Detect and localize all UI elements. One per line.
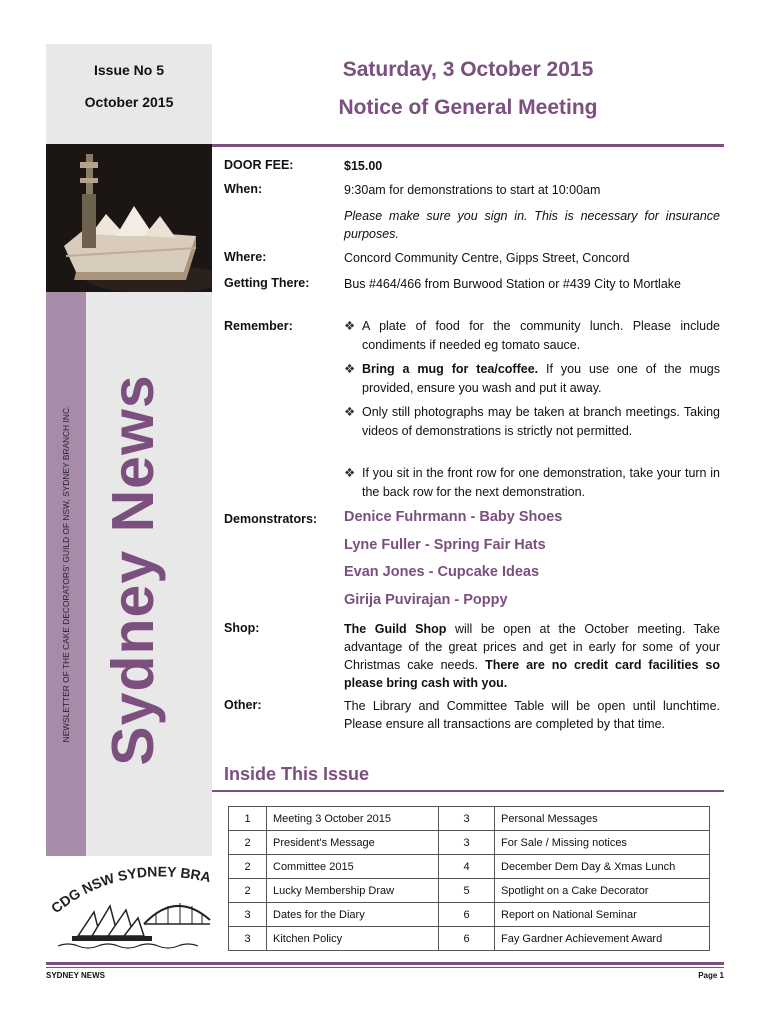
shop-value xyxy=(344,620,720,692)
article-title: December Dem Day & Xmas Lunch xyxy=(495,855,710,879)
table-row xyxy=(229,855,710,879)
where-label: Where: xyxy=(224,250,267,264)
article-title: Kitchen Policy xyxy=(267,927,439,951)
issue-box xyxy=(46,44,212,144)
article-title: President's Message xyxy=(267,831,439,855)
remember-item-food xyxy=(344,317,720,354)
issue-month: October 2015 xyxy=(84,94,174,110)
remember-item-food-text: A plate of food for the community lunch. Please include condiments if needed eg tomato sauce. xyxy=(362,319,720,352)
sign-in-note: Please make sure you sign in. This is necessary for insurance purposes. xyxy=(344,209,720,241)
page-number: 2 xyxy=(229,855,267,879)
remember-item-mug xyxy=(344,360,720,397)
shop-text: will be open at the October meeting. Take advantage of the great prices and get in early for some of your Christmas cake needs. xyxy=(344,622,720,672)
inside-heading: Inside This Issue xyxy=(224,764,370,784)
getting-there-value: Bus #464/466 from Burwood Station or #439 City to Mortlake xyxy=(344,277,681,291)
page-number: 5 xyxy=(439,879,495,903)
remember-item-mug-bold: Bring a mug for tea/coffee. xyxy=(362,362,539,376)
table-row xyxy=(229,807,710,831)
other-value: The Library and Committee Table will be open until lunchtime. Please ensure all transactions are completed by that time. xyxy=(344,699,720,731)
table-row xyxy=(229,831,710,855)
page-number: 2 xyxy=(229,831,267,855)
page-number: 6 xyxy=(439,903,495,927)
footer-divider-thin xyxy=(46,967,724,968)
remember-label: Remember: xyxy=(224,319,293,333)
article-title: Fay Gardner Achievement Award xyxy=(495,927,710,951)
branch-logo xyxy=(48,862,212,950)
remember-item-seating xyxy=(344,464,720,501)
issue-number: Issue No 5 xyxy=(93,62,165,78)
article-title: For Sale / Missing notices xyxy=(495,831,710,855)
getting-there-label: Getting There: xyxy=(224,276,310,290)
when-label: When: xyxy=(224,182,263,196)
demonstrator-item: Evan Jones - Cupcake Ideas xyxy=(344,564,540,580)
where-value: Concord Community Centre, Gipps Street, Concord xyxy=(344,251,630,265)
page-number: 3 xyxy=(229,903,267,927)
diamond-bullet-icon: ❖ xyxy=(344,362,356,376)
table-row xyxy=(229,903,710,927)
table-row xyxy=(229,879,710,903)
cake-photo xyxy=(46,144,212,292)
page-number: 3 xyxy=(439,807,495,831)
page-number: 1 xyxy=(229,807,267,831)
page-number: 6 xyxy=(439,927,495,951)
diamond-bullet-icon: ❖ xyxy=(344,466,356,480)
door-fee-value: $15.00 xyxy=(344,159,383,173)
article-title: Personal Messages xyxy=(495,807,710,831)
footer-title: SYDNEY NEWS xyxy=(46,971,105,980)
diamond-bullet-icon: ❖ xyxy=(344,319,356,333)
page-number: 4 xyxy=(439,855,495,879)
article-title: Report on National Seminar xyxy=(495,903,710,927)
page-number: 2 xyxy=(229,879,267,903)
remember-item-seating-text: If you sit in the front row for one demonstration, take your turn in the back row for the next demonstration. xyxy=(362,466,720,499)
page-number: 3 xyxy=(439,831,495,855)
remember-item-mug-text: If you use one of the mugs provided, ensure you wash and put it away. xyxy=(362,362,720,395)
article-title: Spotlight on a Cake Decorator xyxy=(495,879,710,903)
article-title: Committee 2015 xyxy=(267,855,439,879)
shop-label: Shop: xyxy=(224,621,260,635)
article-title: Dates for the Diary xyxy=(267,903,439,927)
inside-divider xyxy=(212,790,724,792)
demonstrators-label: Demonstrators: xyxy=(224,512,318,526)
remember-item-photos-text: Only still photographs may be taken at branch meetings. Taking videos of demonstrations is strictly not permitted. xyxy=(362,405,720,438)
other-label: Other: xyxy=(224,698,262,712)
door-fee-label: DOOR FEE: xyxy=(224,158,294,172)
diamond-bullet-icon: ❖ xyxy=(344,405,356,419)
newsletter-subtitle: NEWSLETTER OF THE CAKE DECORATORS' GUILD OF NSW, SYDNEY BRANCH INC. xyxy=(61,405,71,743)
demonstrator-item: Girija Puvirajan - Poppy xyxy=(344,592,508,608)
shop-name: The Guild Shop xyxy=(344,622,447,636)
remember-item-photos xyxy=(344,403,720,440)
header-divider xyxy=(212,144,724,147)
table-row xyxy=(229,927,710,951)
article-title: Meeting 3 October 2015 xyxy=(267,807,439,831)
shop-cash-note: There are no credit card facilities so please bring cash with you. xyxy=(344,658,720,690)
logo-text: CDG NSW SYDNEY BRA xyxy=(48,863,212,917)
meeting-date: Saturday, 3 October 2015 xyxy=(342,58,594,81)
page-title: Notice of General Meeting xyxy=(338,96,598,119)
cake-photo-illustration xyxy=(46,144,212,292)
contents-table xyxy=(228,806,710,951)
when-value: 9:30am for demonstrations to start at 10:00am xyxy=(344,183,601,197)
footer-divider xyxy=(46,962,724,965)
newsletter-title: Sydney News xyxy=(100,374,166,766)
article-title: Lucky Membership Draw xyxy=(267,879,439,903)
page-number-footer: Page 1 xyxy=(698,971,724,980)
opera-house-logo xyxy=(48,862,212,950)
page-number: 3 xyxy=(229,927,267,951)
demonstrator-item: Denice Fuhrmann - Baby Shoes xyxy=(344,509,563,525)
demonstrator-item: Lyne Fuller - Spring Fair Hats xyxy=(344,537,546,553)
